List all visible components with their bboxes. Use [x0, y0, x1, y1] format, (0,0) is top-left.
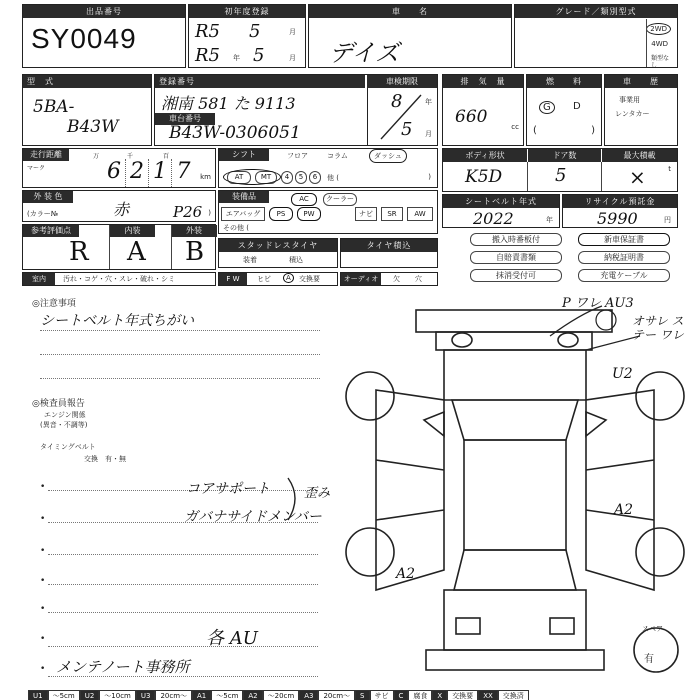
car-name: デイズ	[329, 39, 400, 67]
drive-2wd-circled: 2WD	[646, 23, 671, 35]
model-label: 型 式	[23, 75, 151, 88]
doors-label: ドア数	[527, 149, 601, 162]
legend-item: A3	[299, 690, 318, 700]
report-item-1: コアサポート	[186, 481, 270, 497]
shift-mt: MT	[255, 171, 277, 184]
fw-replace: 交換要	[299, 275, 320, 283]
doc-insurance: 自賠責書類	[470, 251, 562, 264]
displacement-box	[442, 74, 524, 146]
doc-plate: 搬入時番板付	[470, 233, 562, 246]
notes-label: ◎注意事項	[32, 299, 76, 309]
spare-label: スペア	[642, 625, 663, 633]
mileage-label: 走行距離	[23, 149, 69, 161]
mileage-digit-sen: 千	[127, 153, 134, 160]
legend-item: 〜10cm	[99, 690, 136, 700]
legend-item: 20cm〜	[318, 690, 355, 700]
registration-number: 湘南 581 た 9113	[161, 94, 296, 113]
body-type-value: K5D	[465, 167, 503, 187]
color-close-paren: )	[208, 209, 211, 217]
equip-cooler: クーラー	[323, 193, 357, 206]
mileage-digit: 7	[176, 159, 191, 184]
drive-4wd: 4WD	[651, 40, 668, 48]
month-unit-2: 月	[289, 54, 296, 62]
legend-item: U3	[136, 690, 156, 700]
mileage-digit: 2	[126, 159, 149, 187]
registration-label: 登録番号	[155, 75, 365, 88]
color-code: P26	[173, 203, 203, 221]
audio-label: オーディオ	[341, 273, 381, 285]
body-door-capacity-box	[442, 148, 678, 192]
interior-condition-label: 室内	[23, 273, 55, 285]
year-unit: 年	[233, 54, 240, 62]
legend-item: サビ	[370, 690, 394, 700]
shift-box	[218, 148, 438, 188]
color-label: 外 装 色	[23, 191, 73, 203]
shift-other-close: )	[428, 173, 431, 181]
studless-box	[218, 238, 338, 268]
car-name-label: 車 名	[309, 5, 511, 18]
score-label: 参考評価点	[23, 225, 79, 237]
registration-second: 5	[253, 45, 265, 66]
chassis-label: 車台番号	[155, 113, 215, 125]
exterior-label: 外装	[171, 225, 217, 237]
model-box	[22, 74, 152, 146]
mileage-digit-hyaku: 百	[163, 153, 170, 160]
report-engine: エンジン関係	[44, 411, 86, 419]
doc-tax: 納税証明書	[578, 251, 670, 264]
inspection-slash	[373, 91, 433, 143]
report-item-3: 各 AU	[206, 628, 258, 649]
equipment-box	[218, 190, 438, 234]
shift-floor: フロア	[287, 152, 308, 160]
diagram-right-note: オサレ ステー ワレ	[632, 314, 684, 342]
mileage-box	[22, 148, 216, 188]
fw-a-circled: A	[283, 273, 294, 283]
inspection-year-value: 8	[391, 91, 403, 112]
shift-6: 6	[309, 171, 321, 184]
score-value: R	[69, 237, 89, 267]
documents-grid	[442, 230, 678, 286]
legend-item: 交換要	[447, 690, 478, 700]
shift-at: AT	[227, 171, 251, 184]
damage-legend	[28, 690, 529, 700]
legend-item: 腐食	[408, 690, 432, 700]
no-type: 類型なし	[651, 55, 670, 69]
legend-item: U1	[28, 690, 48, 700]
equip-sr: SR	[381, 207, 403, 221]
registration-month: 5	[249, 21, 261, 42]
legend-item: S	[355, 690, 369, 700]
mileage-digit-man: 万	[93, 153, 100, 160]
mileage-unit: km	[200, 173, 211, 181]
displacement-unit: cc	[511, 123, 519, 131]
mileage-mark: マーク	[27, 165, 46, 172]
month-unit: 月	[289, 28, 296, 36]
legend-item: A1	[192, 690, 211, 700]
history-rental: レンタカー	[615, 110, 650, 118]
doc-cancel: 抹消受付可	[470, 269, 562, 282]
fuel-label: 燃 料	[527, 75, 601, 88]
equip-pw-circled: PW	[297, 207, 321, 221]
legend-item: 〜20cm	[263, 690, 300, 700]
score-box	[22, 224, 216, 270]
fuel-box	[526, 74, 602, 146]
car-name-box	[308, 4, 512, 68]
registration-year-era: R5	[195, 45, 221, 66]
equip-ac-circled: AC	[291, 193, 317, 206]
report-engine-sub: (異音・不調等)	[40, 421, 88, 429]
seatbelt-box	[442, 194, 560, 228]
studless-loaded: 積込	[289, 256, 303, 264]
lot-number: SY0049	[31, 23, 137, 54]
equip-aw: AW	[407, 207, 433, 221]
fuel-diesel: D	[573, 101, 581, 112]
inspection-label: 車検期限	[367, 75, 437, 88]
seatbelt-label: シートベルト年式	[443, 195, 559, 208]
inspection-month-unit: 月	[425, 130, 432, 138]
seatbelt-unit: 年	[546, 216, 553, 224]
diagram-a2-right: A2	[614, 502, 634, 518]
report-timing: タイミングベルト	[40, 443, 96, 451]
first-registration-box	[188, 4, 306, 68]
recycle-unit: 円	[664, 216, 671, 224]
shift-dash-circled: ダッシュ	[369, 149, 407, 163]
recycle-label: リサイクル預託金	[563, 195, 677, 208]
interior-label: 内装	[109, 225, 155, 237]
tire-load-label: タイヤ積込	[341, 239, 437, 252]
legend-item: 〜5cm	[211, 690, 243, 700]
history-business: 事業用	[619, 96, 640, 104]
shift-column: コラム	[327, 152, 348, 160]
model-line2: B43W	[67, 117, 119, 137]
legend-item: X	[432, 690, 447, 700]
diagram-a2-left: A2	[396, 566, 416, 582]
legend-item: 交換済	[498, 690, 529, 700]
history-label: 車 歴	[605, 75, 677, 88]
audio-row	[340, 272, 438, 286]
notes-line-1: シートベルト年式ちがい	[40, 313, 194, 329]
equip-ps-circled: PS	[269, 207, 293, 221]
equip-navi: ナビ	[355, 207, 377, 221]
studless-label: スタッドレスタイヤ	[219, 239, 337, 252]
first-registration-label: 初年度登録	[189, 5, 305, 18]
report-item-2: ガバナサイドメンバー	[184, 509, 322, 525]
auction-sheet: 出品番号 SY0049 初年度登録 R5 5 月 R5 年 5 月 車 名 デイズ グレード／類別型式 2WD 4WD 類型なし 型 式 5BA- B43W 登録番号 湘南 581 た 9113 車台番号 B43W-0306051 車検期限 8 年 5 月 排 気 量 660 cc 燃 料 G D ( ) 車 歴 事業用 レンタカー 走行距離 マーク 万 千 百 6 2 1 7 km シフト フロア コラム ダッシュ AT MT 4 5 6 他 ( ) ボディ形状 ドア数 最大積載 K5D 5 × t 外 装 色 (カラー№ 赤 P26 ) 装備品 AC クーラー エアバッグ PS PW ナビ SR AW その他 ( シートベルト年式 2022 年 リサイクル預託金 5990 円 参考評価点 内装 外装 R A B スタッドレスタイヤ 装着 積込 タイヤ積込 搬入時番板付 新車保証書 自賠責書類 納税証明書 抹消受付可 充電ケーブル 室内 汚れ・コゲ・穴・スレ・破れ・シミ F W ヒビ A 交換要 オーディオ 欠 穴 ◎注意事項 シートベルト年式ちがい ◎検査員報告 エンジン関係 (異音・不調等) タイミングベルト 交換 有・無 • コアサポート • ガバナサイドメンバー 歪み • • • 各 AU • • メンテノート事務所 P ワレ AU3 オサレ ステー ワレ U2 A2 A2 スペア 有 U1 〜5cm U2 〜10cm U3 20cm〜 A1 〜5cm A2 〜20cm A3 20cm〜 S サビ C 腐食 X 交換要 XX 交換済	[0, 0, 700, 700]
chassis-number: B43W-0306051	[169, 123, 301, 143]
seatbelt-year: 2022	[473, 209, 514, 228]
shift-4: 4	[281, 171, 293, 184]
fuel-open-paren: (	[533, 125, 537, 136]
audio-missing: 欠	[393, 275, 400, 283]
registration-chassis-box	[154, 74, 438, 146]
body-type-label: ボディ形状	[443, 149, 527, 162]
lot-number-box	[22, 4, 186, 68]
fw-crack: ヒビ	[257, 275, 271, 283]
legend-item: 20cm〜	[155, 690, 192, 700]
legend-item: A2	[243, 690, 262, 700]
exterior-score: B	[185, 237, 205, 267]
fuel-gasoline-circled: G	[539, 101, 555, 114]
grade-label: グレード／類別型式	[515, 5, 677, 18]
registration-era: R5	[195, 21, 221, 42]
legend-item: XX	[478, 690, 498, 700]
displacement-label: 排 気 量	[443, 75, 523, 88]
diagram-top-note: P ワレ AU3	[562, 296, 634, 311]
color-number-label: (カラー№	[27, 210, 59, 218]
spare-value: 有	[644, 654, 654, 665]
doc-cable: 充電ケーブル	[578, 269, 670, 282]
report-timing-sub: 交換 有・無	[84, 455, 126, 463]
equip-airbag: エアバッグ	[221, 207, 265, 221]
doc-warranty-circled: 新車保証書	[578, 233, 670, 246]
report-label: ◎検査員報告	[32, 399, 85, 409]
interior-condition-row	[22, 272, 216, 286]
displacement-value: 660	[455, 107, 488, 127]
fw-row	[218, 272, 338, 286]
capacity-value: ×	[629, 165, 646, 189]
fuel-close-paren: )	[591, 125, 595, 136]
legend-item: U2	[80, 690, 100, 700]
lot-number-label: 出品番号	[23, 5, 185, 18]
car-damage-diagram	[340, 300, 690, 690]
equip-other: その他 (	[223, 224, 249, 232]
fw-label: F W	[219, 273, 247, 285]
tire-load-box	[340, 238, 438, 268]
legend-item: C	[394, 690, 409, 700]
mileage-digits	[103, 159, 195, 187]
recycle-box	[562, 194, 678, 228]
shift-5: 5	[295, 171, 307, 184]
shift-other: 他 (	[327, 174, 339, 182]
doors-value: 5	[555, 165, 567, 186]
capacity-unit: t	[668, 165, 671, 173]
color-box	[22, 190, 216, 222]
report-item-note: 歪み	[304, 486, 331, 501]
color-value: 赤	[113, 200, 130, 219]
legend-item: 〜5cm	[48, 690, 80, 700]
mileage-digit: 6	[103, 159, 126, 187]
mileage-digit: 1	[149, 159, 172, 187]
report-item-4: メンテノート事務所	[56, 658, 190, 676]
inspection-year-unit: 年	[425, 98, 432, 106]
shift-label: シフト	[219, 149, 269, 161]
recycle-value: 5990	[597, 209, 638, 228]
audio-hole: 穴	[415, 275, 422, 283]
capacity-label: 最大積載	[601, 149, 677, 162]
studless-mounted: 装着	[243, 256, 257, 264]
diagram-u2: U2	[612, 366, 633, 382]
interior-condition-options: 汚れ・コゲ・穴・スレ・破れ・シミ	[63, 275, 175, 283]
inspection-month-value: 5	[401, 119, 413, 140]
equipment-label: 装備品	[219, 191, 269, 203]
grade-box	[514, 4, 678, 68]
model-line1: 5BA-	[33, 97, 75, 117]
interior-score: A	[127, 237, 146, 267]
history-box	[604, 74, 678, 146]
